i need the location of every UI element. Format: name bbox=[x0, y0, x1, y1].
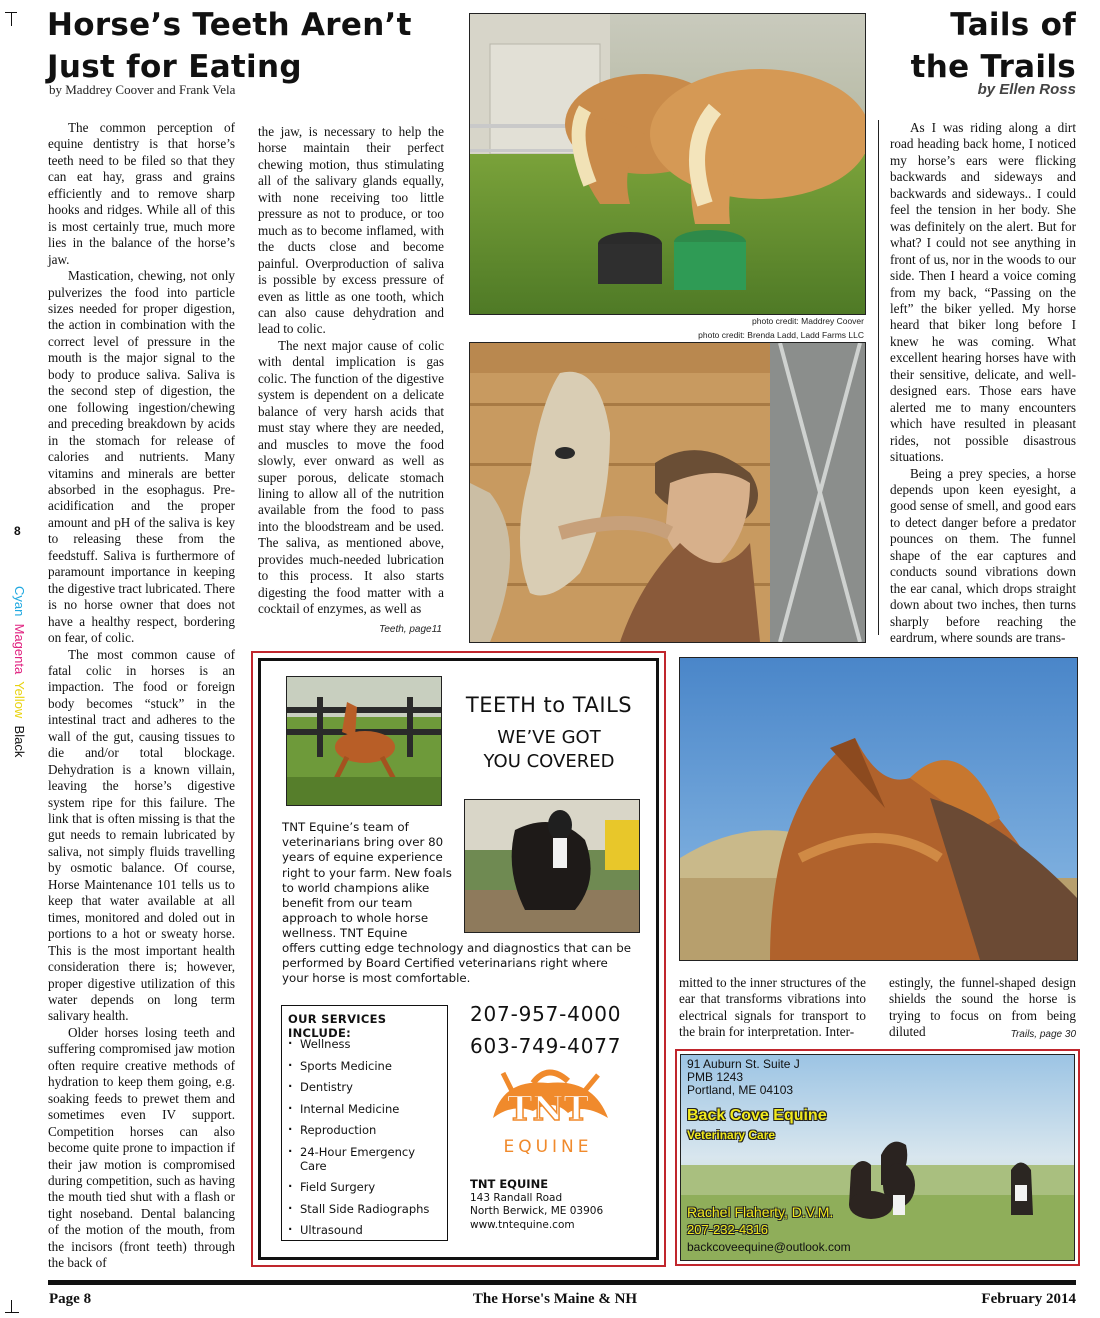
trails-paragraph: Being a prey species, a horse depends upon keen eyesight, a good sense of smell, and good ears to detect danger before a predator pounces on them. The funnel shape of the ear captures and conducts sound vibrations down the ear canal, which drops straight down about two inches, then turns sharply before reaching the eardrum, where sounds are trans- bbox=[890, 465, 1076, 646]
ad-subheadline-line1: WE’VE GOT bbox=[497, 727, 601, 748]
bc-address-line1: 91 Auburn St. Suite J bbox=[687, 1057, 800, 1071]
crop-mark-bottom-v bbox=[11, 1300, 12, 1312]
ad-photo-dressage bbox=[464, 799, 640, 933]
service-item: · Wellness bbox=[288, 1037, 442, 1051]
photo-horse-ears bbox=[679, 657, 1078, 961]
ad-subheadline-line2: YOU COVERED bbox=[483, 751, 615, 772]
service-item: · Internal Medicine bbox=[288, 1102, 442, 1116]
teeth-paragraph: The common perception of equine dentistry is that horse’s teeth need to be filed so that they can eat hay, grass and grains efficiently and to remove sharp hooks and ridges. While all of this is most certainly true, much more lies in the balance of the horse’s jaw. bbox=[48, 120, 235, 267]
ad-company-name: TNT EQUINE bbox=[470, 1177, 549, 1191]
teeth-paragraph: the jaw, is necessary to help the horse maintain their perfect chewing motion, thus stimulating all of the salivary glands equally, with none receiving too little pressure as not to produce, or too much as to become inflamed, with the ducts close and become painful. Overproduction of saliva is possible by excess pressure of even as little as one tooth, which can also cause dehydration and lead to colic. bbox=[258, 124, 444, 337]
trails-headline bbox=[840, 4, 1076, 88]
dressage-illustration bbox=[465, 800, 639, 932]
registration-strip bbox=[12, 586, 27, 757]
teeth-paragraph: The next major cause of colic with dental implication is gas colic. The function of the digestive system is dependent on a delicate balance of very harsh acids that must stay where they are needed, and muscles to move the food slowly, ever onward as well as super porous, delicate stomach lining to allow all of the nutrition available from the food to pass into the bloodstream and be used. The saliva, as mentioned above, provides much-needed lubrication to this process. It also starts digesting the food matter with a cocktail of enzymes, as well as bbox=[258, 337, 444, 617]
trails-byline: by Ellen Ross bbox=[977, 81, 1076, 98]
yellow-label: Yellow bbox=[12, 681, 27, 719]
services-heading: OUR SERVICES INCLUDE: bbox=[288, 1012, 387, 1040]
cyan-label: Cyan bbox=[12, 586, 27, 617]
ad-website-link[interactable]: www.tntequine.com bbox=[470, 1218, 575, 1231]
bc-vet-name: Rachel Flaherty, D.V.M. bbox=[687, 1204, 834, 1220]
teeth-column-1 bbox=[48, 120, 235, 1272]
ad-address-block bbox=[470, 1178, 650, 1232]
services-list bbox=[288, 1037, 442, 1245]
ad-headline: TEETH to TAILS bbox=[465, 693, 633, 717]
photo-credit-1: photo credit: Maddrey Coover bbox=[752, 316, 864, 326]
ad-body-text-1: TNT Equine’s team of veterinarians bring over 80 years of equine experience right to your farm. New foals to world champions alike benefit from our team approach to whole horse wellness. TNT Equine bbox=[282, 820, 452, 941]
bc-address-line2: PMB 1243 bbox=[687, 1070, 744, 1084]
ad-address-line2: North Berwick, ME 03906 bbox=[470, 1205, 604, 1217]
bc-business-name: Back Cove Equine bbox=[687, 1107, 827, 1124]
trails-paragraph: estingly, the funnel-shaped design shields the sound the horse is trying to focus on from being diluted bbox=[889, 975, 1076, 1040]
column-rule bbox=[878, 120, 879, 635]
trails-headline-line1: Tails of bbox=[950, 7, 1076, 43]
footer-page-number: Page 8 bbox=[49, 1291, 92, 1307]
trails-column-1 bbox=[890, 120, 1076, 647]
ad-address-line1: 143 Randall Road bbox=[470, 1191, 563, 1204]
bc-address bbox=[687, 1058, 800, 1097]
teeth-paragraph: Older horses losing teeth and suffering compromised jaw motion often require creative methods of hydration to keep them going, e.g. soaking feeds to prewet them and sometimes even IV support. Competition horses can also become quite prone to impaction if their jaw motion is compromised during competition, such as having the mouth tied shut with a flash or tight noseband. Dental balancing of the motion of the mouth, from the incisors (front teeth) through the back of bbox=[48, 1024, 235, 1271]
teeth-headline-line1: Horse’s Teeth Aren’t bbox=[47, 7, 412, 43]
trails-column-2 bbox=[679, 975, 866, 1041]
teeth-headline bbox=[47, 4, 467, 88]
photo-horses-drinking bbox=[469, 13, 866, 315]
service-item: · Ultrasound bbox=[288, 1223, 442, 1237]
footer-publication-name: The Horse's Maine & NH bbox=[472, 1291, 638, 1307]
service-item: · 24-Hour Emergency Care bbox=[288, 1145, 442, 1173]
tnt-equine-ad[interactable] bbox=[251, 651, 666, 1267]
teeth-headline-line2: Just for Eating bbox=[47, 49, 302, 85]
trails-paragraph: As I was riding along a dirt road heading back home, I noticed my horse’s ears were flicking backwards and sideways and backwards and sideways.. I could feel the tension in her body. She was definitely on the alert. But for what? I could not see anything in front of us, nor in the woods to our side. Then I heard a voice coming from my back, “Passing on the left” the biker yelled. My horse heard that biker long before I knew he was coming. What excellent hearing horses have with their sensitive, delicate, and well-designed ears. Those ears have alerted me to many encounters which have resulted in pleasant rides, not possible disastrous situations. bbox=[890, 120, 1076, 465]
ad-phone-2[interactable]: 603-749-4077 bbox=[470, 1034, 622, 1058]
service-item: · Field Surgery bbox=[288, 1180, 442, 1194]
bc-email-link[interactable]: backcoveequine@outlook.com bbox=[687, 1240, 851, 1254]
teeth-column-2 bbox=[258, 124, 444, 618]
teeth-jump-line: Teeth, page11 bbox=[379, 624, 442, 635]
horses-drinking-illustration bbox=[470, 14, 865, 314]
bc-address-line3: Portland, ME 04103 bbox=[687, 1083, 794, 1097]
trails-paragraph: mitted to the inner structures of the ear that transforms vibrations into electrical signals for transport to the brain for interpretation. Inter- bbox=[679, 975, 866, 1040]
back-cove-equine-ad[interactable] bbox=[675, 1049, 1080, 1266]
ad-phone-1[interactable]: 207-957-4000 bbox=[470, 1002, 622, 1026]
teeth-paragraph: The most common cause of fatal colic in horses is an impaction. The food or foreign body becomes “stuck” in the intestinal tract and adheres to the wall of the gut, causing tissues to die and/or total blockage. Dehydration is a known villain, leaving the horse’s digestive system ripe for this failure. The link that is often missing is that the gut needs to remain lubricated by saliva, not simply fluids travelling by osmotic balance. Of course, Horse Maintenance 101 tells us to keep that water available at all times, monitored and doled out in portions to a hot or sweaty horse. This is the most important health consideration there is; however, proper digestive utilization of this water depends on long term salivary health. bbox=[48, 646, 235, 1024]
ad-photo-foal bbox=[286, 676, 442, 806]
trails-jump-line: Trails, page 30 bbox=[1010, 1029, 1076, 1040]
service-item: · Dentistry bbox=[288, 1080, 442, 1094]
photo-credit-2: photo credit: Brenda Ladd, Ladd Farms LLC bbox=[698, 330, 864, 340]
crop-mark-top-v bbox=[11, 12, 12, 26]
trails-headline-line2: the Trails bbox=[910, 49, 1076, 85]
services-box bbox=[281, 1005, 448, 1241]
foal-illustration bbox=[287, 677, 441, 805]
footer-date: February 2014 bbox=[981, 1291, 1076, 1307]
service-item: · Sports Medicine bbox=[288, 1059, 442, 1073]
magenta-label: Magenta bbox=[12, 623, 27, 675]
logo-text-tnt: TNT bbox=[507, 1089, 589, 1129]
dental-exam-illustration bbox=[470, 343, 865, 642]
service-item: · Stall Side Radiographs bbox=[288, 1202, 442, 1216]
ad-subheadline bbox=[449, 726, 649, 774]
horse-ears-illustration bbox=[680, 658, 1077, 960]
logo-text-equine: EQUINE bbox=[503, 1137, 593, 1157]
teeth-byline: by Maddrey Coover and Frank Vela bbox=[49, 82, 236, 97]
bc-tagline: Veterinary Care bbox=[687, 1128, 776, 1142]
footer-rule bbox=[48, 1280, 1076, 1285]
tnt-logo bbox=[473, 1063, 623, 1173]
registration-page-number: 8 bbox=[14, 524, 21, 538]
crop-mark-bottom bbox=[5, 1312, 19, 1313]
black-label: Black bbox=[12, 725, 27, 758]
service-item: · Reproduction bbox=[288, 1123, 442, 1137]
photo-dental-exam bbox=[469, 342, 866, 643]
bc-phone[interactable]: 207-232-4316 bbox=[687, 1222, 768, 1237]
teeth-paragraph: Mastication, chewing, not only pulverizes the food into particle sizes needed for proper digestion, the action in combination with the correct level of pressure in the mouth is the major signal to the body to produce saliva. Saliva is the second step of digestion, the one following ingestion/chewing and preceding breakdown by acids in the stomach for release of calories and nutrients. Many vitamins and minerals are better absorbed in the esophagus. Pre-acidification and the proper amount and pH of the saliva is key to releasing these from the feedstuff. Saliva is furthermore of paramount importance in keeping the digestive tract lubricated. There is no horse owner that does not have a healthy respect, bordering on fear, of colic. bbox=[48, 268, 235, 646]
ad-body-text-2: offers cutting edge technology and diagnostics that can be performed by Board Certified veterinarians right where your horse is most comfortable. bbox=[282, 941, 631, 986]
